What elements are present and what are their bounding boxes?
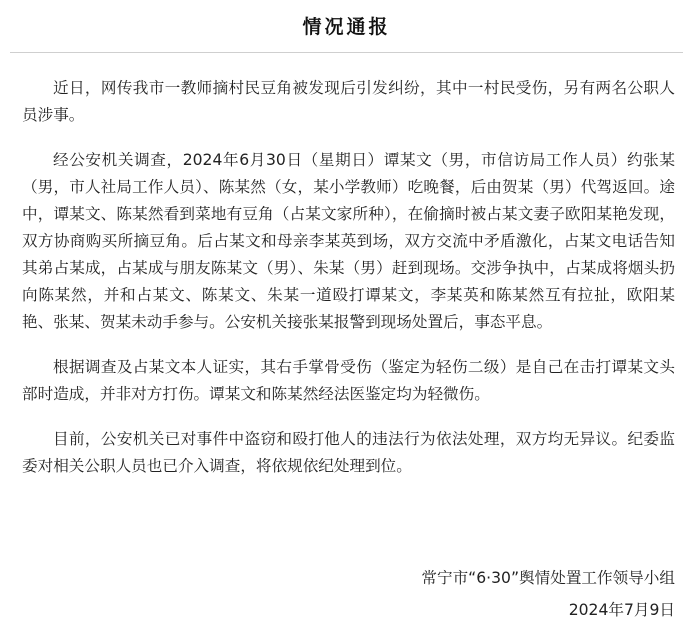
document-title: 情况通报: [302, 16, 391, 38]
paragraph-2: 经公安机关调查，2024年6月30日（星期日）谭某文（男，市信访局工作人员）约张某（男，市人社局工作人员）、陈某然（女，某小学教师）吃晚餐，后由贺某（男）代驾返回。途中，谭某文、陈某然看到菜地有豆角（占某文家所种），在偷摘时被占某文妻子欧阳某艳发现，双方协商购买所摘豆角。后占某文和母亲李某英到场，双方交流中矛盾激化，占某文电话告知其弟占某成，占某成与朋友陈某文（男）、朱某（男）赶到现场。交涉争执中，占某成将烟头扔向陈某然，并和占某文、陈某文、朱某一道殴打谭某文，李某英和陈某然互有拉扯，欧阳某艳、张某、贺某未动手参与。公安机关接张某报警到现场处置后，事态平息。: [22, 151, 675, 331]
paragraph-4: 目前，公安机关已对事件中盗窃和殴打他人的违法行为依法处理，双方均无异议。纪委监委对相关公职人员也已介入调查，将依规依纪处理到位。: [22, 430, 675, 475]
issuing-organization: 常宁市“6·30”舆情处置工作领导小组: [421, 569, 675, 587]
title-divider: [10, 52, 683, 53]
issue-date: 2024年7月9日: [568, 601, 675, 619]
paragraph-3: 根据调查及占某文本人证实，其右手掌骨受伤（鉴定为轻伤二级）是自己在击打谭某文头部时造成，并非对方打伤。谭某文和陈某然经法医鉴定均为轻微伤。: [22, 358, 675, 403]
paragraph-1: 近日，网传我市一教师摘村民豆角被发现后引发纠纷，其中一村民受伤，另有两名公职人员涉事。: [22, 79, 675, 124]
document-body: [22, 75, 675, 498]
